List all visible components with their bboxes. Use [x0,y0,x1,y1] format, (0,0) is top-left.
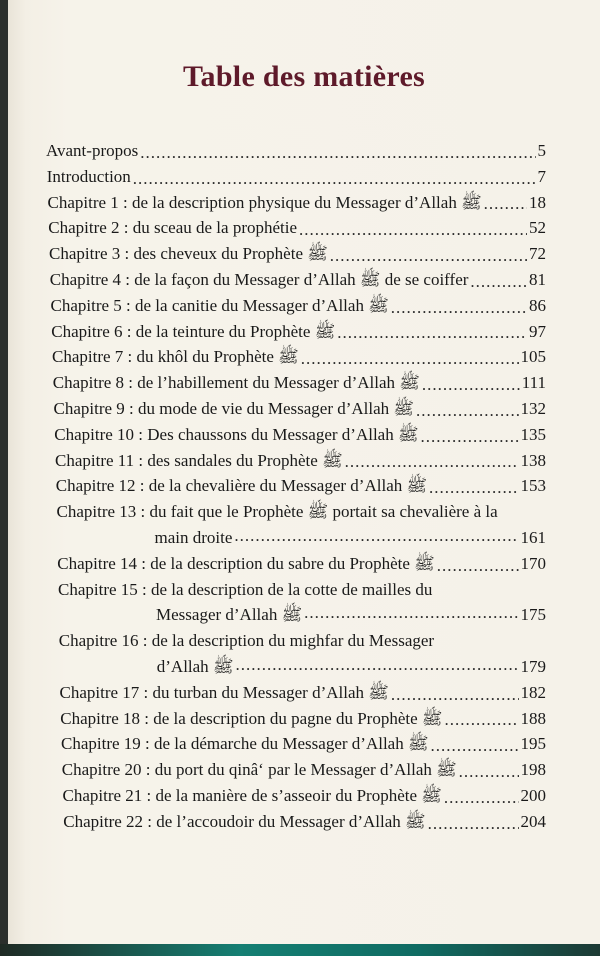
page-title: Table des matières [182,60,426,93]
toc-entry [58,577,546,629]
toc-entry-page: 86 [529,295,546,315]
toc-entry-page: 179 [520,656,546,676]
leader-dots [330,245,527,267]
toc-entry-label: Chapitre 16 : de la description du mighfar du Messager [58,631,435,651]
leader-dots [235,654,518,676]
leader-dots [421,426,519,448]
toc-entry-page: 188 [520,708,546,728]
toc-entry [51,319,546,345]
toc-entry [49,241,546,267]
toc-entry [48,215,546,241]
toc-entry-label: Chapitre 3 : des cheveux du Prophète ﷺ [49,244,328,264]
toc-entry-label: Chapitre 18 : de la description du pagne du Prophète ﷺ [60,708,443,728]
leader-dots [484,193,527,215]
toc-entry-label: Chapitre 14 : de la description du sabre du Prophète ﷺ [57,553,435,573]
toc-entry [47,164,546,190]
toc-entry-page: 97 [529,321,546,341]
toc-entry [61,731,546,757]
book-page [8,0,600,944]
toc-entry-page: 153 [520,476,546,496]
toc-entry-label: d’Allah ﷺ [156,656,234,676]
toc-entry [48,190,547,216]
toc-entry-page: 195 [520,734,546,754]
leader-dots [304,602,518,624]
toc-entry-label: Introduction [46,166,131,186]
toc-entry-label: Avant-propos [46,141,139,160]
toc-entry [57,551,546,577]
leader-dots [444,787,519,809]
toc-entry-page: 182 [520,682,546,702]
toc-entry [63,809,546,835]
leader-dots [437,555,519,577]
leader-dots [416,400,519,422]
toc-entry-label: Messager d’Allah ﷺ [156,605,303,625]
book-cover-edge [0,944,600,956]
toc-entry-label: Chapitre 7 : du khôl du Prophète ﷺ [52,347,299,367]
toc-entry-label: Chapitre 5 : de la canitie du Messager d’Allah ﷺ [50,295,389,315]
toc-entry-page: 138 [520,450,546,470]
toc-entry [51,293,547,319]
toc-entry [46,138,546,164]
toc-entry [60,706,546,732]
toc-entry-page: 170 [520,553,546,573]
leader-dots [234,525,518,547]
leader-dots [301,348,519,370]
toc-entry [50,267,546,293]
toc-entry-label: Chapitre 13 : du fait que le Prophète ﷺ portait sa chevalière à la [56,502,498,522]
toc-entry [63,783,547,809]
toc-entry [59,628,546,680]
leader-dots [459,761,519,783]
toc-entry-label: Chapitre 20 : du port du qinâ‘ par le Messager d’Allah ﷺ [61,760,457,780]
toc-entry-label: Chapitre 10 : Des chaussons du Messager d’Allah ﷺ [54,424,419,444]
toc-entry-page: 175 [520,605,546,625]
leader-dots [391,297,527,319]
toc-entry [53,370,546,396]
toc-entry-page: 52 [529,218,546,238]
toc-entry-page: 161 [520,527,546,547]
toc-entry [54,396,547,422]
toc-entry [54,422,546,448]
toc-entry [60,680,547,706]
toc-entry-page: 135 [520,424,546,444]
toc-entry-label: Chapitre 2 : du sceau de la prophétie [48,218,298,238]
toc-entry-label: Chapitre 19 : de la démarche du Messager d’Allah ﷺ [61,734,429,754]
toc-entry-page: 198 [520,760,546,780]
toc-entry-label: Chapitre 17 : du turban du Messager d’Allah ﷺ [59,682,389,702]
toc-entry-label: Chapitre 22 : de l’accoudoir du Messager d’Allah ﷺ [63,811,426,831]
toc-entry-label: Chapitre 6 : de la teinture du Prophète ﷺ [51,321,336,341]
leader-dots [422,374,520,396]
toc-entry-label: Chapitre 15 : de la description de la cotte de mailles du [58,579,433,599]
toc-entry-label: Chapitre 12 : de la chevalière du Messager d’Allah ﷺ [55,476,428,496]
toc-entry [62,757,546,783]
toc-entry-continuation [59,654,546,680]
toc-entry-page: 132 [520,398,546,418]
leader-dots [140,142,535,164]
toc-entry-page: 105 [520,347,546,367]
toc-entry-continuation [58,602,546,628]
toc-entry [57,499,547,551]
toc-entry [52,344,546,370]
leader-dots [391,684,519,706]
leader-dots [337,322,527,344]
toc-entry-label: Chapitre 4 : de la façon du Messager d’Allah ﷺ de se coiffer [49,269,469,289]
toc-entry-label: main droite [154,527,233,547]
toc-entry-page: 18 [529,192,546,212]
toc-entry [55,448,546,474]
toc-entry-label: Chapitre 9 : du mode de vie du Messager d’Allah ﷺ [53,398,414,418]
toc-entry-page: 204 [520,811,546,831]
leader-dots [133,168,536,190]
toc-entry-label: Chapitre 8 : de l’habillement du Messager d’Allah ﷺ [52,373,420,393]
toc-entry-page: 5 [537,141,546,160]
toc-entry [56,473,546,499]
leader-dots [429,477,518,499]
leader-dots [431,735,519,757]
leader-dots [428,813,519,835]
table-of-contents [46,138,546,835]
toc-entry-label: Chapitre 21 : de la manière de s’asseoir du Prophète ﷺ [62,785,442,805]
leader-dots [299,219,527,241]
toc-entry-continuation [57,525,547,551]
toc-entry-page: 7 [537,166,546,186]
toc-entry-page: 200 [520,785,546,805]
leader-dots [345,451,519,473]
leader-dots [444,709,518,731]
leader-dots [470,271,527,293]
toc-entry-page: 72 [529,244,546,264]
toc-entry-label: Chapitre 11 : des sandales du Prophète ﷺ [55,450,343,470]
toc-entry-label: Chapitre 1 : de la description physique du Messager d’Allah ﷺ [47,192,482,212]
toc-entry-page: 81 [529,269,546,289]
toc-entry-page: 111 [521,373,546,393]
